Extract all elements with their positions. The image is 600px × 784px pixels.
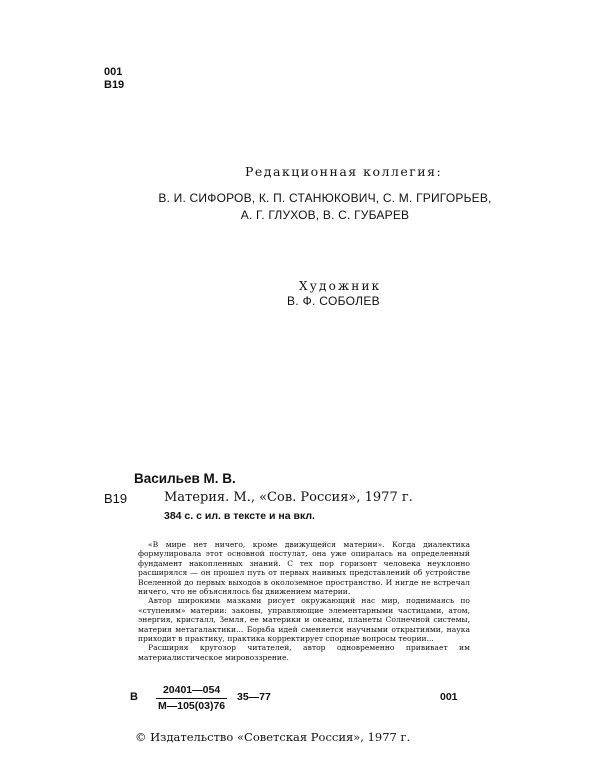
index-numerator: 20401—054 xyxy=(156,684,227,699)
catalog-code: В19 xyxy=(104,491,128,506)
annotation xyxy=(138,540,470,662)
editorial-board-heading: Редакционная коллегия: xyxy=(245,164,443,179)
index-letter: В xyxy=(130,691,138,703)
index-udk: 001 xyxy=(440,691,458,703)
index-code: 35—77 xyxy=(237,691,271,703)
index-denominator: М—105(03)76 xyxy=(158,700,226,712)
catalog-title: Материя. М., «Сов. Россия», 1977 г. xyxy=(164,490,413,505)
bbk-code: В19 xyxy=(104,79,125,91)
editorial-board-line-1: В. И. СИФОРОВ, К. П. СТАНЮКОВИЧ, С. М. ГРИГОРЬЕВ, xyxy=(158,191,492,205)
copyright-line: © Издательство «Советская Россия», 1977 г. xyxy=(135,730,411,744)
annotation-paragraph-2: Автор широкими мазками рисует окружающий нас мир, поднимаясь по «ступеням» материи: законы, управляющие элементарными частицами, атом, энергия, кристалл, Земля, ее материки и океаны, планеты Солнечной системы, материя метагалактики... Борьба идей сменяется научными открытиями, наука приходит в практику, практика корректирует спорные вопросы теории... xyxy=(138,596,470,644)
annotation-paragraph-1: «В мире нет ничего, кроме движущейся материи». Когда диалектика формулировала этот основной постулат, она уже опиралась на определенный фундамент накопленных знаний. С тех пор горизонт человека неуклонно расширялся — он прошел путь от первых наивных представлений об устройстве Вселенной до первых выходов в околоземное пространство. И нигде не встречал ничего, что не объяснялось бы движением материи. xyxy=(138,540,470,597)
classification-codes xyxy=(104,66,124,92)
annotation-paragraph-3: Расширяя кругозор читателей, автор одновременно прививает им материалистическое мировоззрение. xyxy=(138,643,470,662)
index-fraction xyxy=(156,684,227,713)
artist-heading: Художник xyxy=(299,279,382,293)
udk-code: 001 xyxy=(104,66,123,78)
editorial-board-members xyxy=(130,190,520,224)
editorial-board-line-2: А. Г. ГЛУХОВ, В. С. ГУБАРЕВ xyxy=(240,208,410,222)
catalog-pages: 384 с. с ил. в тексте и на вкл. xyxy=(164,510,315,522)
catalog-author: Васильев М. В. xyxy=(134,471,236,486)
artist-name: В. Ф. СОБОЛЕВ xyxy=(287,294,380,308)
